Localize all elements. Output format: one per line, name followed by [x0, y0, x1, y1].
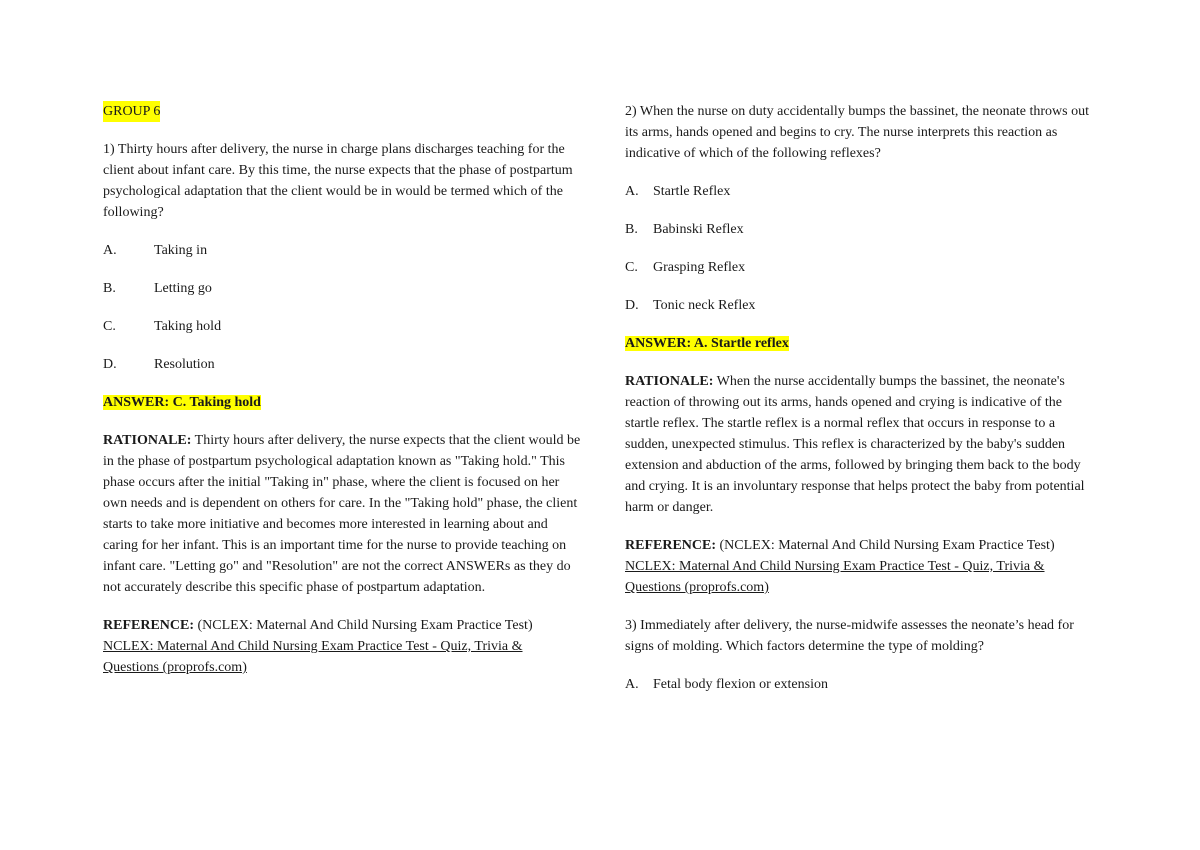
q1-option-c: C. Taking hold [103, 319, 222, 334]
question-1-text: 1) Thirty hours after delivery, the nurse in charge plans discharges teaching for the client about infant care. By this time, the nurse expects that the phase of postpartum psychological adaptation that the client would be in would be termed which of the following? [103, 142, 573, 220]
q3-option-a: A. Fetal body flexion or extension [625, 677, 828, 692]
q2-reference-link[interactable]: NCLEX: Maternal And Child Nursing Exam Practice Test - Quiz, Trivia & Questions (proprofs.com) [625, 559, 1045, 595]
q1-rationale-label: RATIONALE: [103, 433, 192, 448]
q1-answer: ANSWER: C. Taking hold [103, 395, 261, 410]
left-column [103, 101, 581, 695]
q2-option-c: C. Grasping Reflex [625, 260, 746, 275]
q2-rationale: RATIONALE: When the nurse accidentally bumps the bassinet, the neonate's reaction of throwing out its arms, hands opened and crying is indicative of the startle reflex. The startle reflex is a normal reflex that occurs in response to a sudden, unexpected stimulus. This reflex is characterized by the baby's sudden extension and abduction of the arms, followed by bringing them back to the body and crying. It is an involuntary response that helps protect the baby from potential harm or danger. [625, 374, 1085, 515]
q2-rationale-label: RATIONALE: [625, 374, 714, 389]
group-heading: GROUP 6 [103, 101, 160, 122]
q2-option-b: B. Babinski Reflex [625, 222, 744, 237]
q1-option-d: D. Resolution [103, 357, 215, 372]
q1-option-a: A. Taking in [103, 243, 208, 258]
q2-reference: REFERENCE: (NCLEX: Maternal And Child Nursing Exam Practice Test) NCLEX: Maternal And Child Nursing Exam Practice Test - Quiz, Trivia & Questions (proprofs.com) [625, 538, 1055, 595]
q2-option-a: A. Startle Reflex [625, 184, 731, 199]
q1-reference-link[interactable]: NCLEX: Maternal And Child Nursing Exam Practice Test - Quiz, Trivia & Questions (proprofs.com) [103, 639, 523, 675]
question-2-text: 2) When the nurse on duty accidentally bumps the bassinet, the neonate throws out its arms, hands opened and begins to cry. The nurse interprets this reaction as indicative of which of the following reflexes? [625, 104, 1089, 161]
q1-reference: REFERENCE: (NCLEX: Maternal And Child Nursing Exam Practice Test) NCLEX: Maternal And Child Nursing Exam Practice Test - Quiz, Trivia & Questions (proprofs.com) [103, 618, 533, 675]
question-3-text: 3) Immediately after delivery, the nurse-midwife assesses the neonate’s head for signs of molding. Which factors determine the type of molding? [625, 618, 1074, 654]
q2-option-d: D. Tonic neck Reflex [625, 298, 756, 313]
right-column [625, 101, 1095, 712]
q2-answer: ANSWER: A. Startle reflex [625, 336, 789, 351]
q1-option-b: B. Letting go [103, 281, 212, 296]
q2-reference-label: REFERENCE: [625, 538, 717, 553]
q1-reference-label: REFERENCE: [103, 618, 195, 633]
q1-rationale: RATIONALE: Thirty hours after delivery, the nurse expects that the client would be in the phase of postpartum psychological adaptation known as "Taking hold." This phase occurs after the initial "Taking in" phase, where the client is focused on her own needs and is dependent on others for care. In the "Taking hold" phase, the client starts to take more initiative and becomes more interested in learning about and caring for her infant. This is an important time for the nurse to provide teaching on infant care. "Letting go" and "Resolution" are not the correct ANSWERs as they do not accurately describe this specific phase of postpartum adaptation. [103, 433, 581, 595]
